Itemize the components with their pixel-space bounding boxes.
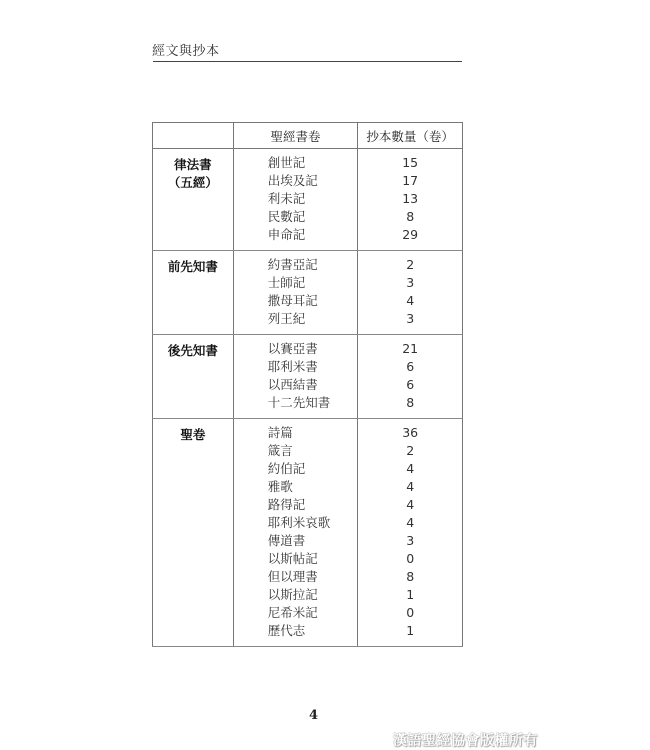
book-name: 以西結書 [267, 377, 318, 392]
manuscript-count: 29 [402, 227, 419, 242]
category-label: 前先知書 [167, 259, 218, 274]
book-name: 民數記 [267, 209, 306, 224]
book-name: 約書亞記 [267, 257, 318, 272]
table-group [153, 419, 463, 647]
book-name: 但以理書 [267, 569, 318, 584]
manuscript-count: 4 [406, 479, 415, 494]
book-name: 列王紀 [267, 311, 306, 326]
count-list-cell [358, 149, 463, 251]
manuscript-count: 0 [406, 551, 415, 566]
book-list-cell [233, 149, 358, 251]
book-name: 士師記 [267, 275, 306, 290]
table-row [153, 251, 463, 335]
manuscript-count: 13 [402, 191, 419, 206]
book-name: 雅歌 [267, 479, 293, 494]
manuscript-count: 4 [406, 515, 415, 530]
manuscript-count: 0 [406, 605, 415, 620]
manuscript-count: 8 [406, 569, 415, 584]
manuscript-count-table [152, 122, 463, 647]
manuscript-count: 1 [406, 587, 415, 602]
book-list-cell [233, 251, 358, 335]
manuscript-count: 2 [406, 443, 415, 458]
book-name: 以賽亞書 [267, 341, 318, 356]
book-list-cell [233, 335, 358, 419]
header-book: 聖經書卷 [233, 123, 358, 149]
manuscript-count: 15 [402, 155, 419, 170]
header-count: 抄本數量（卷） [358, 123, 463, 149]
book-name: 出埃及記 [267, 173, 318, 188]
table-group [153, 335, 463, 419]
manuscript-count: 17 [402, 173, 419, 188]
manuscript-count: 6 [406, 377, 415, 392]
table-group [153, 149, 463, 251]
copyright-watermark: 漢語聖經協會版權所有 [393, 733, 538, 749]
book-name: 耶利米哀歌 [267, 515, 331, 530]
category-cell [153, 251, 234, 335]
table-row [153, 335, 463, 419]
manuscript-count: 6 [406, 359, 415, 374]
category-cell [153, 335, 234, 419]
book-name: 利未記 [267, 191, 306, 206]
manuscript-count: 3 [406, 533, 415, 548]
table-row [153, 149, 463, 251]
manuscript-count: 2 [406, 257, 415, 272]
manuscript-count: 3 [406, 275, 415, 290]
category-label: 聖卷 [180, 427, 206, 442]
book-name: 約伯記 [267, 461, 306, 476]
manuscript-count: 3 [406, 311, 415, 326]
book-name: 歷代志 [267, 623, 306, 638]
book-list-cell [233, 419, 358, 647]
category-label: （五經） [167, 175, 218, 190]
page-number: 4 [309, 708, 319, 723]
book-name: 創世記 [267, 155, 306, 170]
manuscript-count: 8 [406, 395, 415, 410]
count-list-cell [358, 335, 463, 419]
book-name: 以斯拉記 [267, 587, 318, 602]
manuscript-count: 36 [402, 425, 419, 440]
book-name: 以斯帖記 [267, 551, 318, 566]
category-label: 律法書 [174, 157, 212, 172]
header-category [153, 123, 234, 149]
book-name: 詩篇 [267, 425, 293, 440]
book-name: 耶利米書 [267, 359, 318, 374]
manuscript-count: 4 [406, 461, 415, 476]
table-header-row [153, 123, 463, 149]
manuscript-count: 8 [406, 209, 415, 224]
manuscript-count: 1 [406, 623, 415, 638]
manuscript-count: 4 [406, 497, 415, 512]
book-name: 傳道書 [267, 533, 306, 548]
category-cell [153, 149, 234, 251]
table-row [153, 419, 463, 647]
book-name: 箴言 [267, 443, 293, 458]
book-name: 路得記 [267, 497, 306, 512]
count-list-cell [358, 251, 463, 335]
book-name: 十二先知書 [267, 395, 331, 410]
running-head: 經文與抄本 [152, 44, 220, 59]
book-name: 申命記 [267, 227, 306, 242]
category-label: 後先知書 [167, 343, 218, 358]
book-name: 尼希米記 [267, 605, 318, 620]
count-list-cell [358, 419, 463, 647]
manuscript-count: 21 [402, 341, 419, 356]
table-group [153, 251, 463, 335]
header-rule [153, 61, 462, 62]
category-cell [153, 419, 234, 647]
book-name: 撒母耳記 [267, 293, 318, 308]
manuscript-count: 4 [406, 293, 415, 308]
